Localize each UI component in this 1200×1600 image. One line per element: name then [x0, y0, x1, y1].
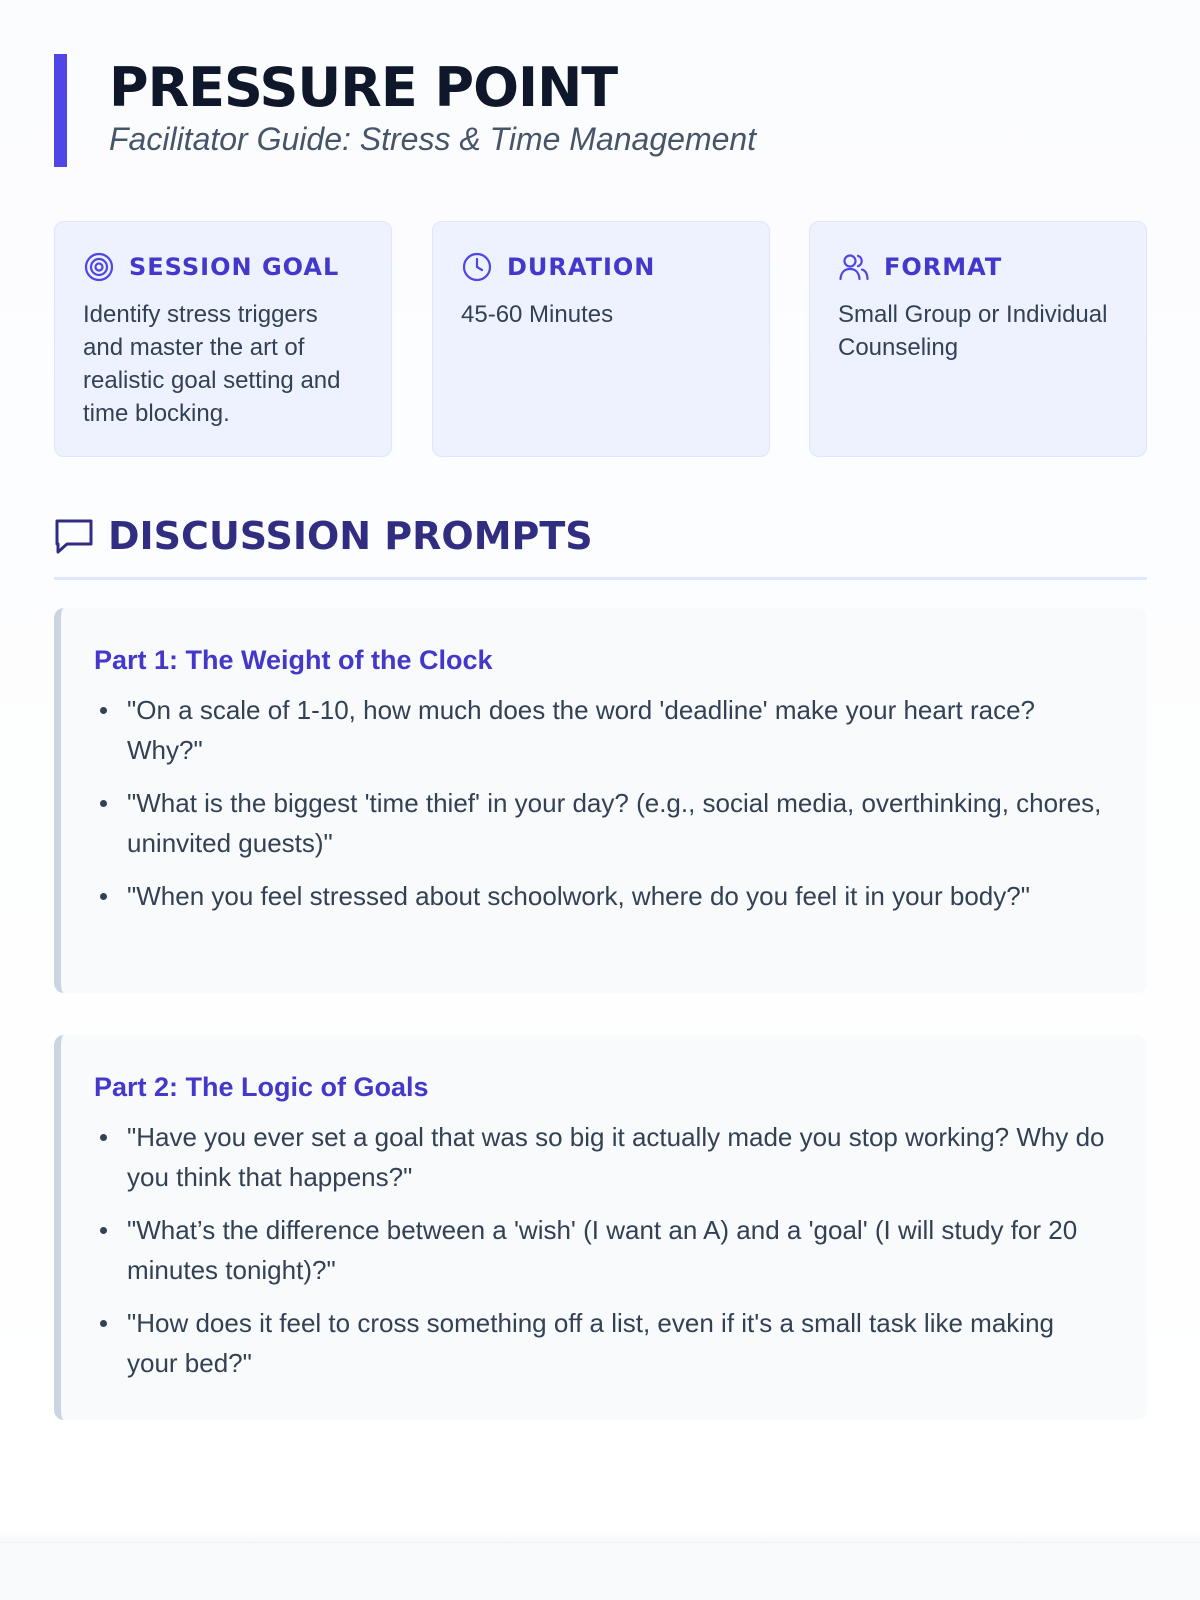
bullet-icon	[100, 1227, 107, 1234]
discussion-prompts-header	[54, 510, 1147, 580]
session-goal-card	[54, 221, 392, 457]
prompt-list	[94, 690, 1107, 916]
page-subtitle: Facilitator Guide: Stress & Time Management	[109, 121, 757, 157]
bullet-icon	[100, 707, 107, 714]
target-icon	[83, 251, 115, 283]
clock-icon	[461, 251, 493, 283]
format-card	[809, 221, 1147, 457]
prompt-title: Part 2: The Logic of Goals	[94, 1072, 429, 1102]
list-item	[94, 876, 1107, 916]
list-item-text: "When you feel stressed about schoolwork, where do you feel it in your body?"	[127, 881, 1030, 911]
duration-card	[432, 221, 770, 457]
list-item-text: "How does it feel to cross something off a list, even if it's a small task like making your bed?"	[127, 1308, 1054, 1378]
prompt-block-part-1	[54, 608, 1147, 993]
card-text: Small Group or Individual Counseling	[838, 301, 1108, 361]
card-header	[838, 250, 1118, 284]
card-label: SESSION GOAL	[129, 253, 340, 281]
card-text: 45-60 Minutes	[461, 301, 614, 328]
list-item-text: "Have you ever set a goal that was so big it actually made you stop working? Why do you think that happens?"	[127, 1122, 1105, 1192]
card-text: Identify stress triggers and master the art of realistic goal setting and time blocking.	[83, 301, 341, 427]
list-item-text: "What’s the difference between a 'wish' (I want an A) and a 'goal' (I will study for 20 minutes tonight)?"	[127, 1215, 1078, 1285]
list-item	[94, 1303, 1107, 1383]
page-title: PRESSURE POINT	[109, 56, 618, 119]
card-label: DURATION	[507, 253, 656, 281]
list-item	[94, 690, 1107, 770]
card-header	[461, 250, 741, 284]
card-label: FORMAT	[884, 253, 1003, 281]
prompt-title: Part 1: The Weight of the Clock	[94, 645, 493, 675]
list-item-text: "On a scale of 1-10, how much does the word 'deadline' make your heart race? Why?"	[127, 695, 1035, 765]
list-item	[94, 1117, 1107, 1197]
document-header	[54, 54, 1144, 167]
bullet-icon	[100, 1320, 107, 1327]
section-title: DISCUSSION PROMPTS	[108, 514, 593, 558]
header-accent-bar	[54, 54, 67, 167]
footer-band	[0, 1542, 1200, 1600]
prompt-list	[94, 1117, 1107, 1383]
bullet-icon	[100, 893, 107, 900]
prompt-block-part-2	[54, 1035, 1147, 1420]
chat-bubble-icon	[54, 516, 94, 556]
list-item-text: "What is the biggest 'time thief' in your day? (e.g., social media, overthinking, chores, uninvited guests)"	[127, 788, 1102, 858]
list-item	[94, 1210, 1107, 1290]
users-icon	[838, 251, 870, 283]
list-item	[94, 783, 1107, 863]
bullet-icon	[100, 1134, 107, 1141]
card-header	[83, 250, 363, 284]
bullet-icon	[100, 800, 107, 807]
info-cards	[54, 221, 1147, 457]
